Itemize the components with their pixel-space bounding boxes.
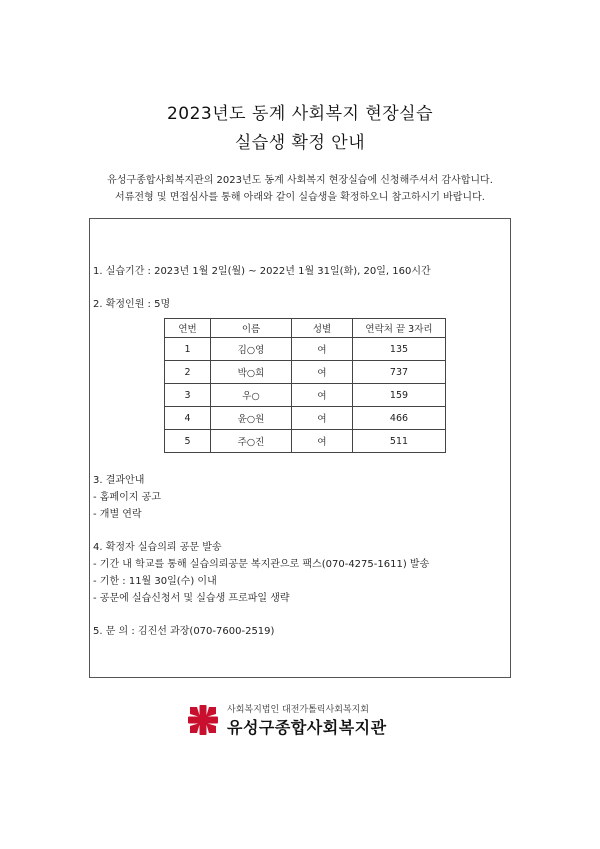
- cell-phone: 466: [353, 407, 446, 430]
- intro-line-2: 서류전형 및 면접심사를 통해 아래와 같이 실습생을 확정하오니 참고하시기 바랍니다.: [115, 192, 485, 203]
- cell-name: 주○진: [211, 430, 292, 453]
- letter-item-omit: - 공문에 실습신청서 및 실습생 프로파일 생략: [93, 593, 290, 604]
- cell-number: 2: [165, 361, 211, 384]
- cell-phone: 135: [353, 338, 446, 361]
- column-header-number: 연번: [165, 319, 211, 338]
- table-row: [165, 430, 446, 453]
- cell-number: 4: [165, 407, 211, 430]
- footer-center-name: 유성구종합사회복지관: [227, 718, 387, 737]
- result-heading: 3. 결과안내: [93, 475, 145, 486]
- cell-name: 김○영: [211, 338, 292, 361]
- cell-phone: 511: [353, 430, 446, 453]
- column-header-phone: 연락처 끝 3자리: [353, 319, 446, 338]
- cell-gender: 여: [292, 361, 353, 384]
- red-cross-logo-icon: [187, 704, 219, 736]
- column-header-name: 이름: [211, 319, 292, 338]
- document-title-line-1: 2023년도 동계 사회복지 현장실습: [166, 104, 434, 124]
- footer: [187, 700, 447, 740]
- cell-gender: 여: [292, 407, 353, 430]
- cell-number: 1: [165, 338, 211, 361]
- cell-gender: 여: [292, 430, 353, 453]
- count-line: 2. 확정인원 : 5명: [93, 299, 171, 310]
- result-item-homepage: - 홈페이지 공고: [93, 492, 161, 503]
- table-row: [165, 361, 446, 384]
- cell-gender: 여: [292, 384, 353, 407]
- letter-heading: 4. 확정자 실습의뢰 공문 발송: [93, 542, 222, 553]
- document-title-line-2: 실습생 확정 안내: [234, 133, 366, 153]
- table-header-row: [165, 319, 446, 338]
- cell-phone: 737: [353, 361, 446, 384]
- cell-number: 5: [165, 430, 211, 453]
- result-item-individual: - 개별 연락: [93, 509, 142, 520]
- cell-name: 우○: [211, 384, 292, 407]
- period-line: 1. 실습기간 : 2023년 1월 2일(월) ~ 2022년 1월 31일(화), 20일, 160시간: [93, 266, 431, 277]
- cell-phone: 159: [353, 384, 446, 407]
- letter-item-fax: - 기간 내 학교를 통해 실습의뢰공문 복지관으로 팩스(070-4275-1611) 발송: [93, 559, 430, 570]
- cell-name: 윤○원: [211, 407, 292, 430]
- column-header-gender: 성별: [292, 319, 353, 338]
- table-row: [165, 338, 446, 361]
- cell-number: 3: [165, 384, 211, 407]
- cell-name: 박○희: [211, 361, 292, 384]
- table-row: [165, 407, 446, 430]
- cell-gender: 여: [292, 338, 353, 361]
- contact-line: 5. 문 의 : 김진선 과장(070-7600-2519): [93, 626, 275, 637]
- footer-organization: 사회복지법인 대전가톨릭사회복지회: [227, 705, 369, 715]
- intro-line-1: 유성구종합사회복지관의 2023년도 동계 사회복지 현장실습에 신청해주셔서 감사합니다.: [107, 175, 493, 186]
- letter-item-deadline: - 기한 : 11월 30일(수) 이내: [93, 576, 217, 587]
- results-table: [164, 318, 446, 453]
- table-row: [165, 384, 446, 407]
